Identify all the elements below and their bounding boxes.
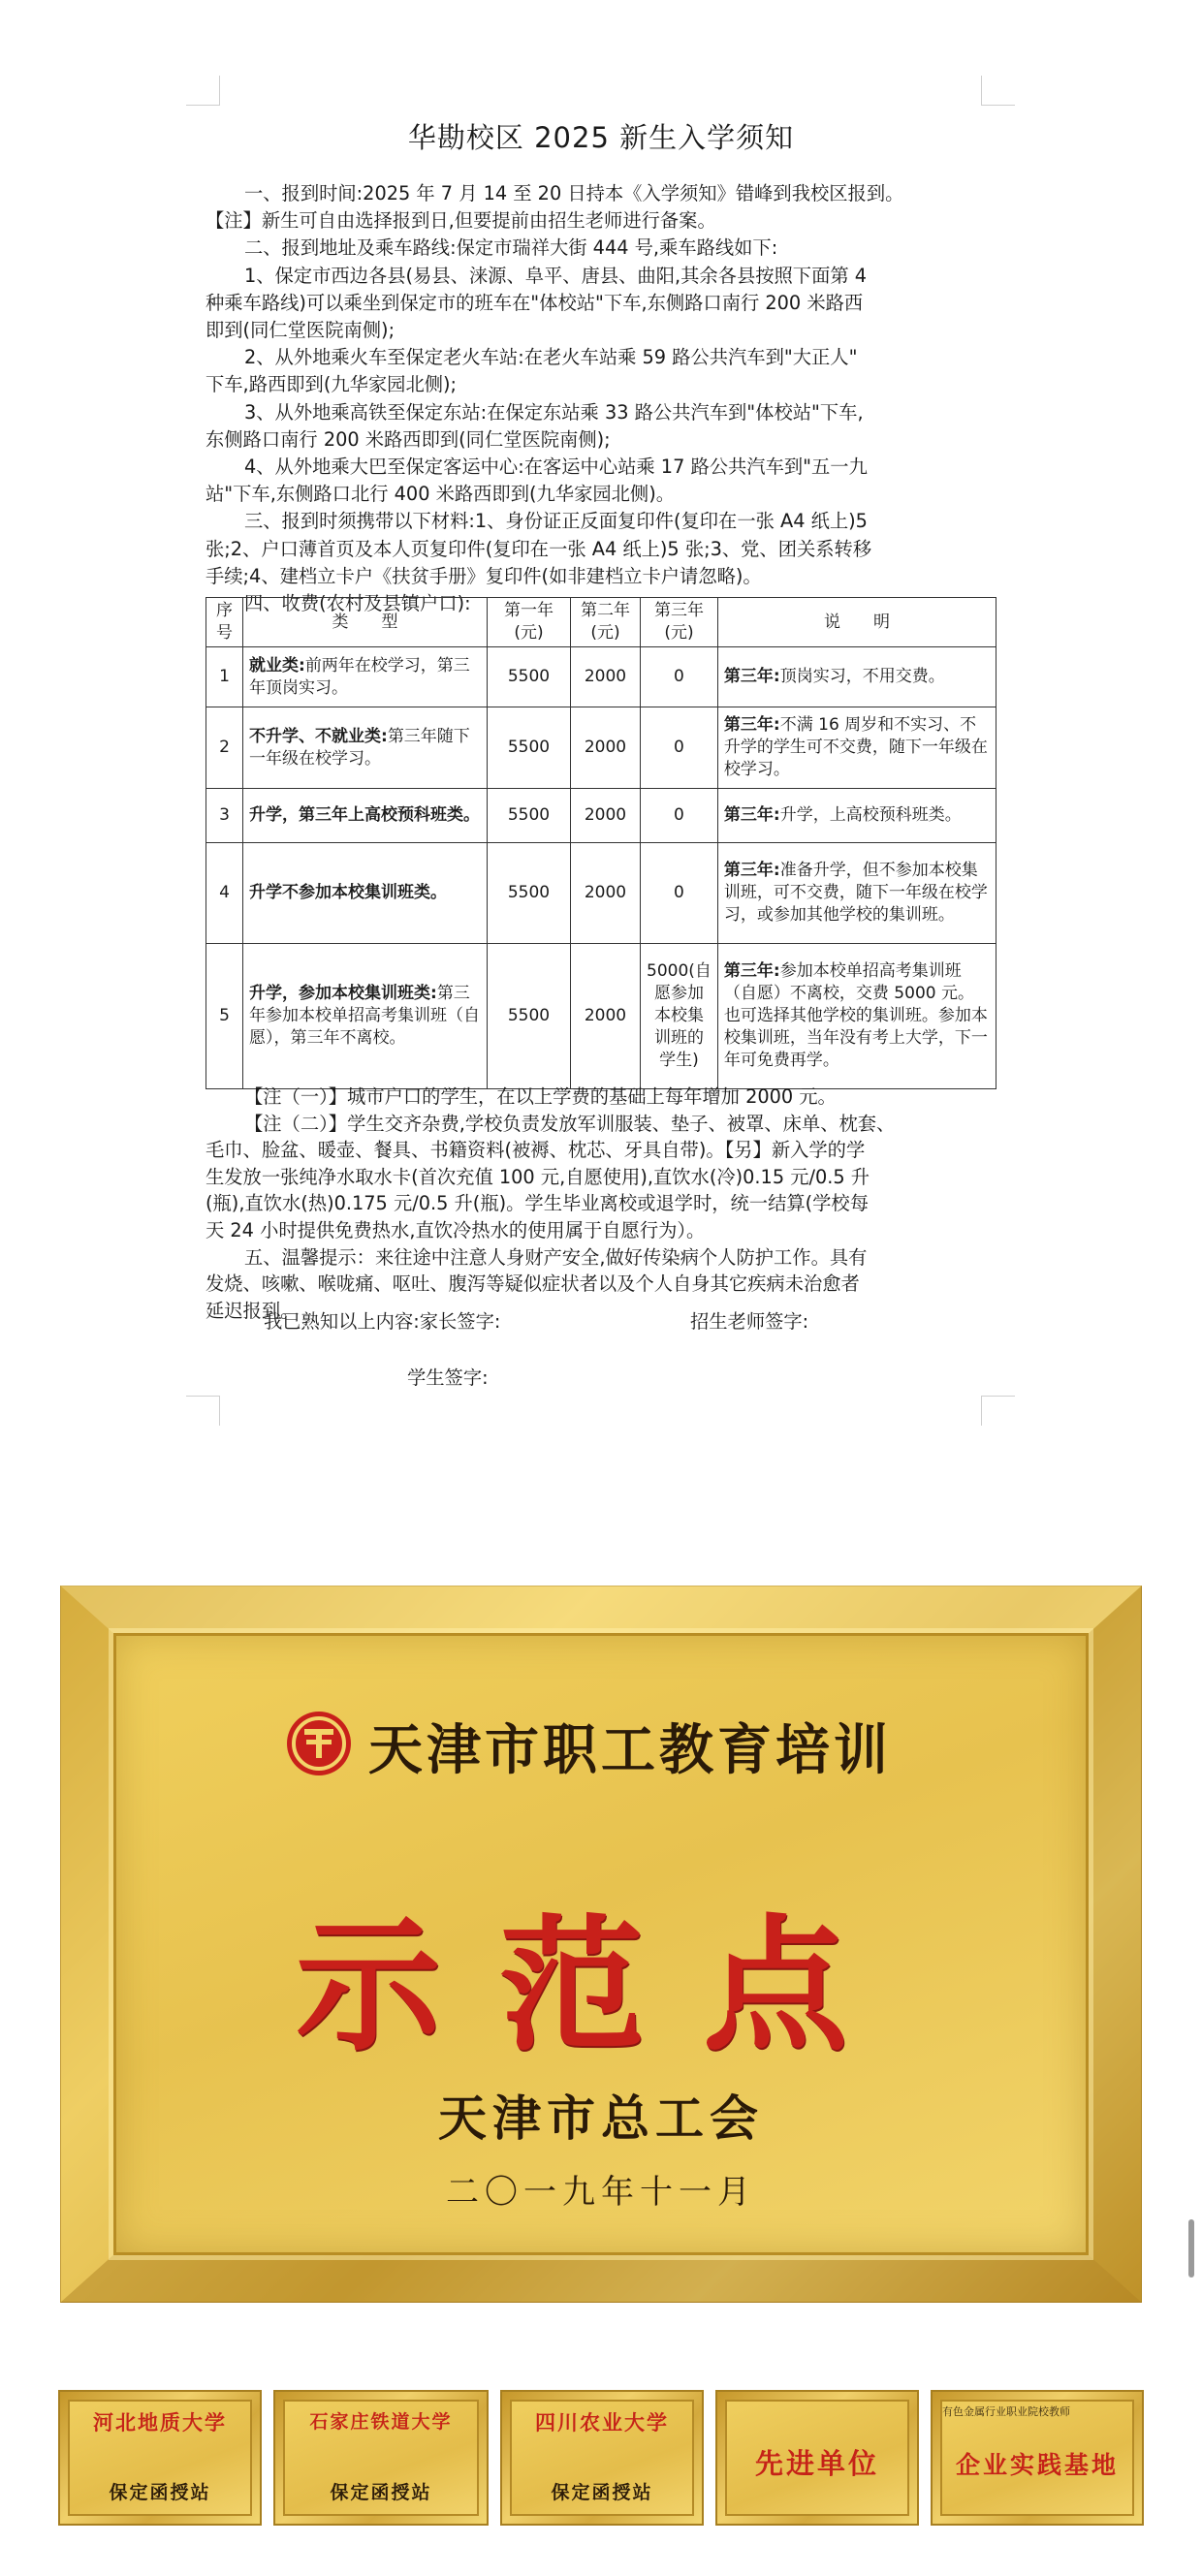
note-line: 天 24 小时提供免费热水,直饮冷热水的使用属于自愿行为）。 (206, 1218, 706, 1241)
plaque-school-name: 河北地质大学 (93, 2410, 227, 2435)
plaque-award-text: 企业实践基地 (955, 2451, 1119, 2479)
crop-mark (186, 76, 220, 106)
table-row (206, 789, 996, 843)
cell-year1: 5500 (488, 707, 571, 789)
cell-no: 4 (206, 843, 243, 944)
cell-year2: 2000 (571, 647, 641, 707)
cell-no: 3 (206, 789, 243, 843)
plaque-main-text: 示范点 (295, 1901, 906, 2071)
plaque-caption: 有色金属行业职业院校教师 (942, 2405, 1070, 2418)
cell-no: 5 (206, 944, 243, 1089)
notice-line: 张;2、户口薄首页及本人页复印件(复印在一张 A4 纸上)5 张;3、党、团关系转移 (206, 537, 872, 560)
scrollbar-thumb[interactable] (1188, 2219, 1194, 2278)
cell-year3: 5000(自愿参加本校集训班的学生) (641, 944, 718, 1089)
cell-type: 升学不参加本校集训班类。 (243, 843, 488, 944)
plaque-school-name: 四川农业大学 (535, 2410, 669, 2435)
fee-table-header (206, 598, 996, 647)
table-row (206, 944, 996, 1089)
cell-note: 第三年:顶岗实习，不用交费。 (717, 647, 996, 707)
fee-table (206, 597, 996, 1089)
notice-line: 种乘车路线)可以乘坐到保定市的班车在"体校站"下车,东侧路口南行 200 米路西 (206, 291, 864, 314)
notice-line: 四、收费(农村及县镇户口): (244, 592, 471, 615)
header-year1: 第一年(元) (488, 598, 571, 647)
cell-no: 2 (206, 707, 243, 789)
note-line: 【注（一）】城市户口的学生，在以上学费的基础上每年增加 2000 元。 (244, 1085, 837, 1108)
demonstration-site-plaque (60, 1586, 1142, 2303)
header-no: 序号 (206, 598, 243, 647)
header-year2: 第二年(元) (571, 598, 641, 647)
certificate-row (58, 2390, 1144, 2526)
plaque-practice-base (931, 2390, 1144, 2526)
cell-year1: 5500 (488, 944, 571, 1089)
notice-line: 三、报到时须携带以下材料:1、身份证正反面复印件(复印在一张 A4 纸上)5 (244, 510, 868, 533)
plaque-hebei-geo (58, 2390, 262, 2526)
plaque-shijiazhuang-tiedao (273, 2390, 489, 2526)
plaque-station: 保定函授站 (109, 2482, 211, 2503)
student-signature-label: 学生签字: (407, 1367, 489, 1389)
cell-year3: 0 (641, 843, 718, 944)
notice-line: 站"下车,东侧路口北行 400 米路西即到(九华家园北侧)。 (206, 483, 676, 506)
cell-note: 第三年:不满 16 周岁和不实习、不升学的学生可不交费，随下一年级在校学习。 (717, 707, 996, 789)
note-line: 【注（二）】学生交齐杂费,学校负责发放军训服装、垫子、被罩、床单、枕套、 (244, 1112, 896, 1135)
notice-line: 一、报到时间:2025 年 7 月 14 至 20 日持本《入学须知》错峰到我校区报到。 (244, 182, 904, 204)
header-year3: 第三年(元) (641, 598, 718, 647)
note-line: (瓶),直饮水(热)0.175 元/0.5 升(瓶)。学生毕业离校或退学时，统一结算(学校每 (206, 1192, 869, 1215)
plaque-issuer: 天津市总工会 (438, 2089, 764, 2147)
plaque-station: 保定函授站 (551, 2482, 653, 2503)
plaque-school-name: 石家庄铁道大学 (309, 2411, 453, 2433)
plaque-station: 保定函授站 (330, 2482, 432, 2503)
cell-year2: 2000 (571, 944, 641, 1089)
crop-mark (981, 76, 1015, 106)
notice-line: 【注】新生可自由选择报到日,但要提前由招生老师进行备案。 (206, 209, 716, 233)
notice-notes (206, 1084, 993, 1324)
table-row (206, 647, 996, 707)
plaque-advanced-unit (715, 2390, 919, 2526)
table-row (206, 707, 996, 789)
note-line: 生发放一张纯净水取水卡(首次充值 100 元,自愿使用),直饮水(冷)0.15 元/0.5 升 (206, 1165, 870, 1188)
plaque-award-text: 先进单位 (754, 2447, 879, 2480)
cell-note: 第三年:参加本校单招高考集训班（自愿）不离校，交费 5000 元。也可选择其他学校的集训班。参加本校集训班，当年没有考上大学，下一年可免费再学。 (717, 944, 996, 1089)
notice-line: 2、从外地乘火车至保定老火车站:在老火车站乘 59 路公共汽车到"大正人" (244, 346, 858, 369)
note-line: 延迟报到。 (206, 1299, 300, 1322)
teacher-signature-label: 招生老师签字: (690, 1310, 809, 1333)
cell-type: 升学，参加本校集训班类:第三年参加本校单招高考集训班（自愿），第三年不离校。 (243, 944, 488, 1089)
cell-type: 不升学、不就业类:第三年随下一年级在校学习。 (243, 707, 488, 789)
trade-union-emblem-icon (285, 1710, 353, 1777)
cell-year2: 2000 (571, 707, 641, 789)
header-note: 说 明 (717, 598, 996, 647)
cell-type: 升学，第三年上高校预科班类。 (243, 789, 488, 843)
plaque-sichuan-agri (500, 2390, 704, 2526)
cell-no: 1 (206, 647, 243, 707)
notice-line: 二、报到地址及乘车路线:保定市瑞祥大街 444 号,乘车路线如下: (244, 236, 778, 260)
notice-line: 手续;4、建档立卡户《扶贫手册》复印件(如非建档立卡户请忽略)。 (206, 564, 762, 587)
table-row (206, 843, 996, 944)
cell-year1: 5500 (488, 647, 571, 707)
notice-line: 下车,路西即到(九华家园北侧); (206, 373, 458, 396)
cell-year3: 0 (641, 647, 718, 707)
plaque-title: 天津市职工教育培训 (368, 1718, 892, 1782)
cell-note: 第三年:升学，上高校预科班类。 (717, 789, 996, 843)
cell-year1: 5500 (488, 843, 571, 944)
crop-mark (186, 1396, 220, 1426)
cell-year3: 0 (641, 789, 718, 843)
note-line: 五、温馨提示：来往途中注意人身财产安全,做好传染病个人防护工作。具有 (244, 1245, 868, 1269)
note-line: 发烧、咳嗽、喉咙痛、呕吐、腹泻等疑似症状者以及个人自身其它疾病未治愈者 (206, 1272, 860, 1296)
note-line: 毛巾、脸盆、暖壶、餐具、书籍资料(被褥、枕芯、牙具自带)。【另】新入学的学 (206, 1139, 866, 1162)
notice-body (206, 180, 993, 617)
cell-year3: 0 (641, 707, 718, 789)
cell-note: 第三年:准备升学，但不参加本校集训班，可不交费，随下一年级在校学习，或参加其他学校的集训班。 (717, 843, 996, 944)
notice-line: 3、从外地乘高铁至保定东站:在保定东站乘 33 路公共汽车到"体校站"下车, (244, 400, 864, 424)
crop-mark (981, 1396, 1015, 1426)
notice-title: 华勘校区 2025 新生入学须知 (407, 121, 795, 154)
cell-year1: 5500 (488, 789, 571, 843)
cell-type: 就业类:前两年在校学习，第三年顶岗实习。 (243, 647, 488, 707)
cell-year2: 2000 (571, 843, 641, 944)
plaque-date: 二〇一九年十一月 (446, 2173, 756, 2212)
cell-year2: 2000 (571, 789, 641, 843)
notice-line: 1、保定市西边各县(易县、涞源、阜平、唐县、曲阳,其余各县按照下面第 4 (244, 264, 868, 287)
parent-signature-label: 我已熟知以上内容:家长签字: (264, 1310, 501, 1333)
header-type: 类 型 (243, 598, 488, 647)
notice-line: 4、从外地乘大巴至保定客运中心:在客运中心站乘 17 路公共汽车到"五一九 (244, 456, 868, 479)
notice-line: 即到(同仁堂医院南侧); (206, 319, 395, 342)
notice-line: 东侧路口南行 200 米路西即到(同仁堂医院南侧); (206, 427, 611, 451)
